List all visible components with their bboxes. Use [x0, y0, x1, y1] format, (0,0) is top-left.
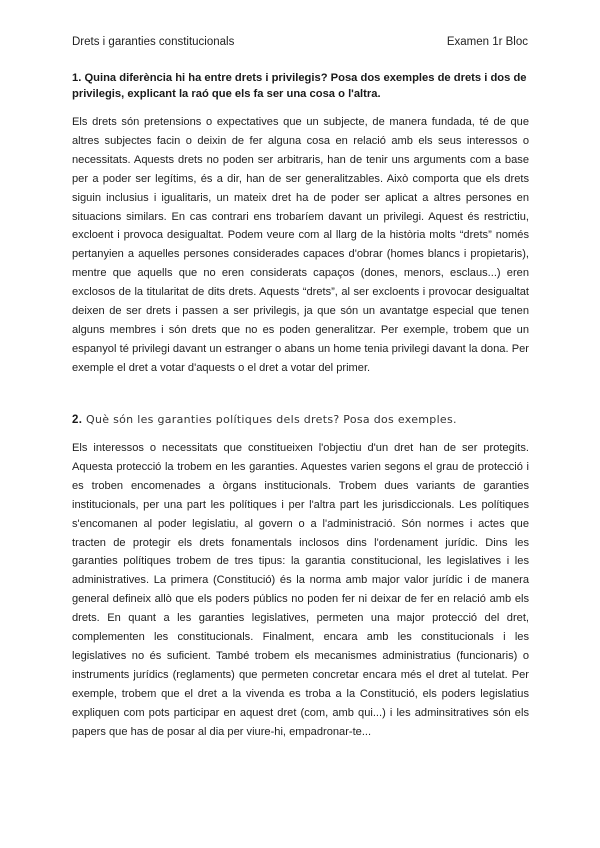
question-1-heading — [72, 70, 532, 102]
header-subject: Drets i garanties constitucionals — [72, 36, 235, 48]
question-1-number: 1. — [72, 72, 82, 84]
question-1-answer: Els drets són pretensions o expectatives que un subjecte, de manera fundada, té de que altres subjectes facin o deixin de fer alguna cosa en relació amb els seus interessos o necessitats. Aquests drets no poden ser arbitraris, han de tenir uns arguments com a base per a poder ser legítims, és a dir, han de ser generalitzables. Això comporta que els drets siguin inclusius i igualitaris, un mateix dret ha de poder ser aplicat a altres persones en situacions similars. En cas contrari ens trobaríem davant un privilegi. Aquest és restrictiu, excloent i provoca desigualtat. Podem veure com al llarg de la història molts “drets” només pertanyien a aquelles persones considerades capaces d'obrar (homes blancs i propietaris), mentre que aquells que no eren considerats capaços (dones, menors, esclaus...) eren exclosos de la titularitat de dits drets. Aquests “drets”, al ser excloents i provocar desigualtat deixen de ser drets i passen a ser privilegis, ja que són un avantatge especial que tenen alguns membres i són drets que no es poden generalitzar. Per exemple, trobem que un espanyol té privilegi davant un estranger o abans un home tenia privilegi davant la dona. Per exemple el dret a votar d'aquests o el dret a votar del primer. — [72, 116, 529, 374]
question-2-answer: Els interessos o necessitats que constitueixen l'objectiu d'un dret han de ser protegits. Aquesta protecció la trobem en les garanties. Aquestes varien segons el grau de protecció i es troben encomenades a òrgans institucionals. Trobem dues variants de garanties institucionals, per una part les polítiques i per l'altra part les jurisdiccionals. Les polítiques s'encomanen al poder legislatiu, al govern o a l'administració. Són normes i actes que tracten de protegir els drets fonamentals inclosos dins l'ordenament jurídic. Dins les garanties polítiques trobem de tres tipus: la garantia constitucional, les legislatives i les administratives. La primera (Constitució) és la norma amb major valor jurídic i de manera general defineix allò que els poders públics no poden fer ni deixar de fer en relació amb els drets. En quant a les garanties legislatives, permeten una major protecció del dret, complementen les constitucionals. Finalment, encara amb les constitucionals i les legislatives no és suficient. També trobem els mecanismes administratius (funcionaris) o instruments jurídics (reglaments) que permeten concretar encara més el dret al tutelat. Per exemple, trobem que el dret a la vivenda es troba a la Constitució, els poders legislatius expliquen com pots participar en aquest dret (com, amb qui...) i les adminsitratives són els papers que has de posar al dia per viure-hi, empadronar-te... — [72, 442, 529, 738]
question-2-number: 2. — [72, 414, 83, 426]
header-exam: Examen 1r Bloc — [446, 36, 528, 48]
question-2-text: Què són les garanties polítiques dels drets? Posa dos exemples. — [86, 413, 457, 426]
question-2-heading — [72, 412, 532, 428]
question-1-text: Quina diferència hi ha entre drets i privilegis? Posa dos exemples de drets i dos de privilegis, explicant la raó que els fa ser una cosa o l'altra. — [72, 72, 527, 100]
page-header — [72, 36, 528, 48]
